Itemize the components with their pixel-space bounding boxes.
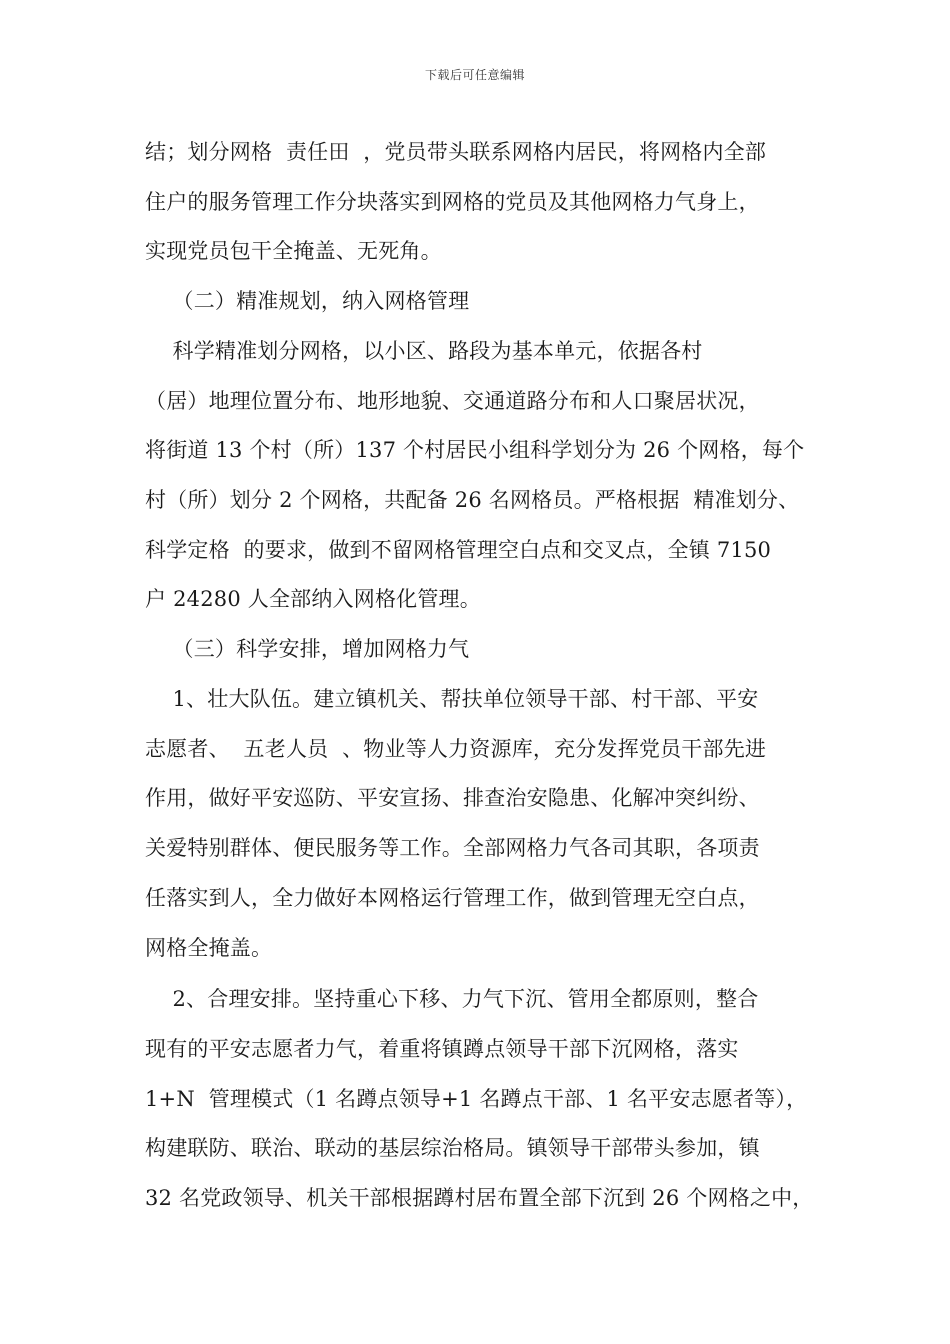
- text-line: 村（所）划分 2 个网格，共配备 26 名网格员。严格根据 精准划分、: [145, 488, 800, 512]
- text-line: 户 24280 人全部纳入网格化管理。: [145, 587, 481, 611]
- text-line: 将街道 13 个村（所）137 个村居民小组科学划分为 26 个网格，每个: [145, 438, 805, 462]
- text-line: 作用，做好平安巡防、平安宣扬、排查治安隐患、化解冲突纠纷、: [145, 786, 760, 810]
- text-line: 任落实到人，全力做好本网格运行管理工作，做到管理无空白点，: [145, 886, 760, 910]
- text-line: 网格全掩盖。: [145, 936, 273, 960]
- text-line: （居）地理位置分布、地形地貌、交通道路分布和人口聚居状况，: [145, 389, 760, 413]
- text-line: 科学精准划分网格，以小区、路段为基本单元，依据各村: [145, 339, 703, 363]
- page-header: 下载后可任意编辑: [424, 68, 525, 82]
- text-line: 2、合理安排。坚持重心下移、力气下沉、管用全都原则，整合: [145, 987, 759, 1011]
- text-line: 1+N 管理模式（1 名蹲点领导+1 名蹲点干部、1 名平安志愿者等），: [145, 1087, 808, 1111]
- text-line: 结；划分网格 责任田 ，党员带头联系网格内居民，将网格内全部: [145, 140, 767, 164]
- text-line: 1、壮大队伍。建立镇机关、帮扶单位领导干部、村干部、平安: [145, 687, 759, 711]
- text-line: 构建联防、联治、联动的基层综治格局。镇领导干部带头参加，镇: [145, 1136, 760, 1160]
- text-line: 志愿者、 五老人员 、物业等人力资源库，充分发挥党员干部先进: [145, 737, 767, 761]
- text-line: 科学定格 的要求，做到不留网格管理空白点和交叉点，全镇 7150: [145, 538, 772, 562]
- text-line: 住户的服务管理工作分块落实到网格的党员及其他网格力气身上，: [145, 190, 760, 214]
- text-line: 关爱特别群体、便民服务等工作。全部网格力气各司其职，各项责: [145, 836, 760, 860]
- text-line: 现有的平安志愿者力气，着重将镇蹲点领导干部下沉网格，落实: [145, 1037, 739, 1061]
- text-line: 实现党员包干全掩盖、无死角。: [145, 239, 442, 263]
- section-heading: （二）精准规划，纳入网格管理: [145, 289, 470, 313]
- section-heading: （三）科学安排，增加网格力气: [145, 637, 470, 661]
- text-line: 32 名党政领导、机关干部根据蹲村居布置全部下沉到 26 个网格之中，: [145, 1186, 814, 1210]
